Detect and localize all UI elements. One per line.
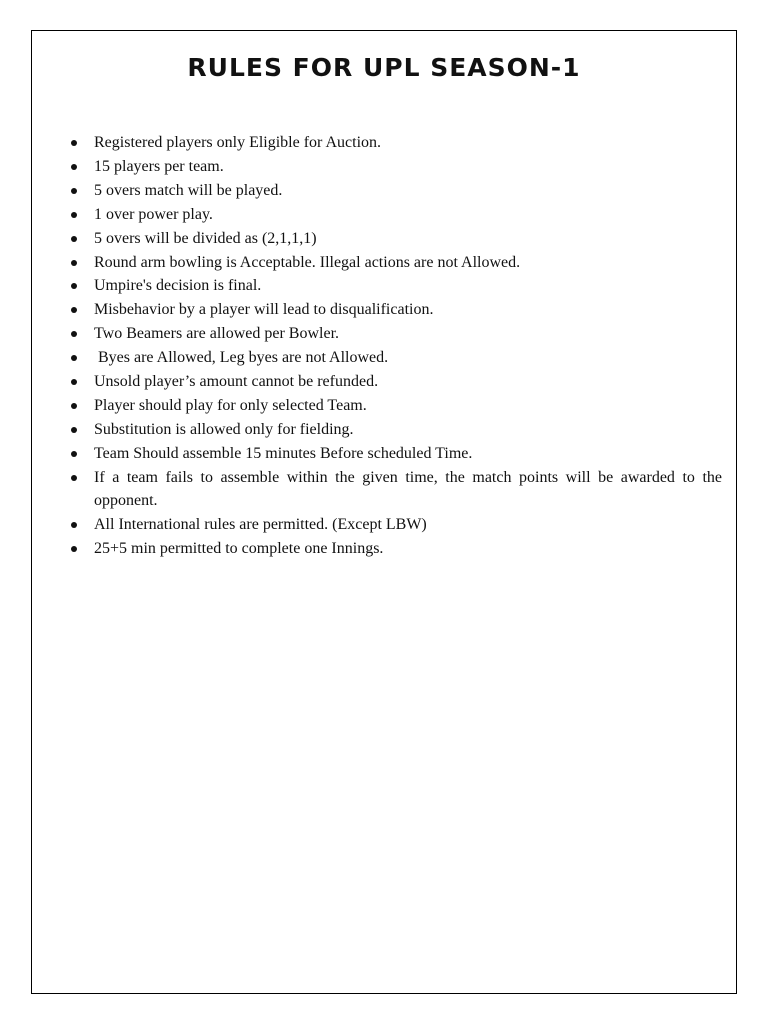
list-item [32, 274, 722, 297]
bullet-icon [71, 331, 77, 337]
rule-text: All International rules are permitted. (Except LBW) [94, 516, 427, 533]
bullet-icon [71, 403, 77, 409]
bullet-icon [71, 427, 77, 433]
bullet-icon [71, 140, 77, 146]
list-item [32, 251, 722, 274]
rule-text: 1 over power play. [94, 205, 213, 223]
rule-text: Umpire's decision is final. [94, 277, 262, 295]
rule-text: Registered players only Eligible for Auction. [94, 134, 382, 151]
list-item [32, 537, 722, 560]
page-frame [31, 30, 737, 994]
bullet-icon [71, 355, 77, 361]
list-item [32, 370, 722, 393]
page-title: RULES FOR UPL SEASON-1 [187, 53, 581, 82]
bullet-icon [71, 236, 77, 242]
bullet-icon [71, 188, 77, 194]
list-item [32, 155, 722, 178]
rule-text: Substitution is allowed only for fielding. [94, 420, 354, 438]
list-item [32, 346, 722, 369]
rule-text: Two Beamers are allowed per Bowler. [94, 325, 340, 343]
bullet-icon [71, 475, 77, 481]
bullet-icon [71, 212, 77, 218]
rule-text: Team Should assemble 15 minutes Before scheduled Time. [94, 444, 473, 462]
rules-list [32, 131, 722, 561]
list-item [32, 322, 722, 345]
list-item [32, 203, 722, 226]
rule-text: 25+5 min permitted to complete one Innings. [94, 539, 384, 557]
rule-text: Misbehavior by a player will lead to disqualification. [94, 301, 434, 319]
bullet-icon [71, 164, 77, 170]
rule-text: 15 players per team. [94, 157, 224, 175]
list-item [32, 394, 722, 417]
list-item [32, 131, 722, 154]
bullet-icon [71, 379, 77, 385]
rule-text: Unsold player’s amount cannot be refunded. [94, 373, 379, 391]
rule-text: Byes are Allowed, Leg byes are not Allowed. [94, 349, 389, 367]
list-item [32, 227, 722, 250]
list-item [32, 442, 722, 465]
bullet-icon [71, 546, 77, 552]
bullet-icon [71, 260, 77, 266]
bullet-icon [71, 522, 77, 528]
bullet-icon [71, 307, 77, 313]
list-item [32, 179, 722, 202]
rule-text: Player should play for only selected Team. [94, 396, 367, 414]
bullet-icon [71, 451, 77, 457]
list-item [32, 466, 722, 513]
rule-text: Round arm bowling is Acceptable. Illegal actions are not Allowed. [94, 253, 521, 271]
bullet-icon [71, 283, 77, 289]
rule-text: 5 overs match will be played. [94, 181, 283, 199]
rule-text: If a team fails to assemble within the given time, the match points will be awarded to the opponent. [94, 468, 722, 510]
list-item [32, 298, 722, 321]
list-item [32, 513, 722, 536]
rule-text: 5 overs will be divided as (2,1,1,1) [94, 229, 317, 247]
list-item [32, 418, 722, 441]
